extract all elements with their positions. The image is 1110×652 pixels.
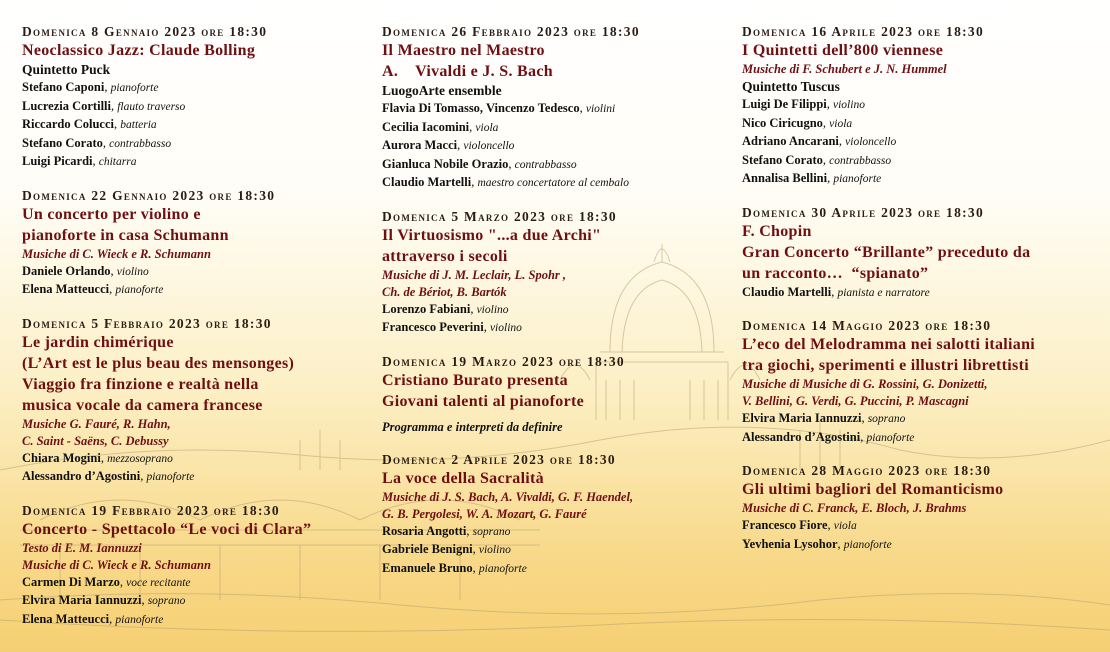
performer-name: Adriano Ancarani <box>742 134 839 148</box>
performer: Annalisa Bellini, pianoforte <box>742 171 882 185</box>
performer: Luigi De Filippi, violino <box>742 97 865 111</box>
performer: Elvira Maria Iannuzzi, soprano <box>742 411 906 425</box>
performer-name: Lorenzo Fabiani <box>382 301 471 316</box>
event-program: Testo di E. M. Iannuzzi <box>22 540 142 555</box>
event-title: musica vocale da camera francese <box>22 396 263 414</box>
performer-role: violino <box>478 544 511 556</box>
performer-name: Luigi Picardi <box>22 154 93 168</box>
performer: Chiara Mogini, mezzosoprano <box>22 450 173 465</box>
performer-role: pianoforte <box>110 82 159 94</box>
performer-name: Flavia Di Tomasso, Vincenzo Tedesco <box>382 101 580 115</box>
performer: Flavia Di Tomasso, Vincenzo Tedesco, violini <box>382 101 616 115</box>
performer-role: pianoforte <box>843 538 892 551</box>
event-title: L’eco del Melodramma nei salotti italiani <box>742 336 1036 353</box>
event-card <box>22 188 357 300</box>
performer: Elvira Maria Iannuzzi, soprano <box>22 593 186 607</box>
performer: Elena Matteucci, pianoforte <box>22 611 164 626</box>
performer-role: violini <box>585 103 616 115</box>
event-title: Un concerto per violino e <box>22 205 201 223</box>
event-program: Ch. de Bériot, B. Bartók <box>382 284 507 299</box>
event-date: Domenica 8 Gennaio 2023 ore 18:30 <box>22 24 268 39</box>
column-middle <box>382 24 712 594</box>
performer-name: Alessandro d’Agostini <box>22 469 141 483</box>
performer-name: Carmen Di Marzo <box>22 574 120 589</box>
performer-name: Elvira Maria Iannuzzi <box>22 593 142 607</box>
performer-name: Chiara Mogini <box>22 450 101 465</box>
performer-name: Riccardo Colucci <box>22 117 114 131</box>
performer-name: Alessandro d’Agostini <box>742 429 861 444</box>
event-title: Neoclassico Jazz: Claude Bolling <box>22 42 256 59</box>
event-title: A. Vivaldi e J. S. Bach <box>382 63 553 80</box>
performer-name: Nico Ciricugno <box>742 115 823 130</box>
event-card <box>22 316 357 487</box>
performer: Rosaria Angotti, soprano <box>382 523 511 538</box>
event-title: Il Virtuosismo "...a due Archi" <box>382 226 602 244</box>
event-date: Domenica 19 Febbraio 2023 ore 18:30 <box>22 502 280 518</box>
event-date: Domenica 16 Aprile 2023 ore 18:30 <box>742 24 985 39</box>
event-title: La voce della Sacralità <box>382 469 544 487</box>
event-title: (L’Art est le plus beau des mensonges) <box>22 354 295 372</box>
event-date: Domenica 14 Maggio 2023 ore 18:30 <box>742 318 992 333</box>
performer-name: Francesco Peverini <box>382 320 484 334</box>
event-title: tra giochi, sperimenti e illustri librettisti <box>742 357 1029 374</box>
performer-role: violoncello <box>845 136 897 148</box>
column-right <box>742 24 1092 570</box>
performer-role: soprano <box>147 595 186 607</box>
performer-role: flauto traverso <box>117 100 186 113</box>
performer-name: Stefano Corato <box>742 152 823 167</box>
performer: Lucrezia Cortilli, flauto traverso <box>22 98 186 113</box>
event-program: Musiche di C. Wieck e R. Schumann <box>22 246 211 261</box>
performer-name: Stefano Corato <box>22 135 103 150</box>
performer: Luigi Picardi, chitarra <box>22 154 137 168</box>
performer: Emanuele Bruno, pianoforte <box>382 560 527 575</box>
performer-role: viola <box>829 117 853 130</box>
performer-role: mezzosoprano <box>107 452 173 465</box>
ensemble-name: Quintetto Tuscus <box>742 79 840 94</box>
performer-role: pianoforte <box>115 284 164 296</box>
event-title: pianoforte in casa Schumann <box>22 226 229 244</box>
performer-name: Stefano Caponi <box>22 80 105 94</box>
event-title: Cristiano Burato presenta <box>382 371 568 389</box>
ensemble-name: LuogoArte ensemble <box>382 83 502 98</box>
performer: Stefano Corato, contrabbasso <box>742 152 892 167</box>
event-date: Domenica 19 Marzo 2023 ore 18:30 <box>382 353 625 369</box>
event-card <box>742 24 1092 189</box>
event-title: Gli ultimi bagliori del Romanticismo <box>742 481 1004 498</box>
performer: Alessandro d’Agostini, pianoforte <box>22 469 195 483</box>
event-card <box>742 205 1092 303</box>
event-title: un racconto… “spianato” <box>742 264 929 282</box>
performer: Francesco Peverini, violino <box>382 320 522 334</box>
performer-role: violino <box>116 265 149 278</box>
event-title: Il Maestro nel Maestro <box>382 42 545 59</box>
event-card <box>382 24 712 193</box>
event-date: Domenica 5 Marzo 2023 ore 18:30 <box>382 208 617 224</box>
event-card <box>742 318 1092 447</box>
event-card <box>22 24 357 172</box>
performer-name: Emanuele Bruno <box>382 560 473 575</box>
event-date: Domenica 28 Maggio 2023 ore 18:30 <box>742 463 992 478</box>
event-program: Musiche di F. Schubert e J. N. Hummel <box>742 62 947 76</box>
event-card <box>382 209 712 338</box>
performer-name: Aurora Macci <box>382 138 458 152</box>
performer: Nico Ciricugno, viola <box>742 115 853 130</box>
performer-role: chitarra <box>98 156 137 168</box>
performer: Adriano Ancarani, violoncello <box>742 134 897 148</box>
event-date: Domenica 5 Febbraio 2023 ore 18:30 <box>22 315 272 331</box>
performer-name: Claudio Martelli <box>742 284 832 299</box>
performer-role: violino <box>833 99 865 111</box>
performer-name: Luigi De Filippi <box>742 97 827 111</box>
performer-role: contrabbasso <box>514 158 577 171</box>
performer-role: batteria <box>120 119 157 131</box>
performer-name: Elena Matteucci <box>22 282 110 296</box>
performer: Lorenzo Fabiani, violino <box>382 301 509 316</box>
event-program: C. Saint - Saëns, C. Debussy <box>22 433 169 448</box>
performer-name: Claudio Martelli <box>382 175 472 189</box>
performer: Cecilia Iacomini, viola <box>382 119 499 134</box>
performer: Yevhenia Lysohor, pianoforte <box>742 536 892 551</box>
performer: Aurora Macci, violoncello <box>382 138 515 152</box>
performer-role: contrabbasso <box>109 137 172 150</box>
performer-name: Elena Matteucci <box>22 611 110 626</box>
event-date: Domenica 22 Gennaio 2023 ore 18:30 <box>22 187 276 203</box>
performer-name: Yevhenia Lysohor <box>742 536 838 551</box>
performer-role: violoncello <box>463 140 515 152</box>
performer-role: viola <box>475 121 499 134</box>
event-program: Musiche di Musiche di G. Rossini, G. Donizetti, <box>742 377 988 391</box>
performer-role: pianoforte <box>115 613 164 626</box>
event-program: Musiche G. Fauré, R. Hahn, <box>22 416 171 431</box>
performer-role: soprano <box>867 413 906 425</box>
event-date: Domenica 26 Febbraio 2023 ore 18:30 <box>382 24 640 39</box>
event-title: Le jardin chimérique <box>22 333 174 351</box>
performer: Gianluca Nobile Orazio, contrabbasso <box>382 156 577 171</box>
column-left <box>22 24 357 645</box>
performer: Stefano Caponi, pianoforte <box>22 80 159 94</box>
performer-name: Lucrezia Cortilli <box>22 98 111 113</box>
performer: Claudio Martelli, pianista e narratore <box>742 284 930 299</box>
event-card <box>22 503 357 630</box>
performer: Elena Matteucci, pianoforte <box>22 282 164 296</box>
performer-role: contrabbasso <box>829 154 892 167</box>
event-program: Musiche di J. S. Bach, A. Vivaldi, G. F. Haendel, <box>382 489 634 504</box>
event-program: G. B. Pergolesi, W. A. Mozart, G. Fauré <box>382 506 587 521</box>
performer-role: pianoforte <box>146 471 195 483</box>
performer: Claudio Martelli, maestro concertatore al cembalo <box>382 175 629 189</box>
performer: Gabriele Benigni, violino <box>382 542 511 556</box>
performer-name: Cecilia Iacomini <box>382 119 470 134</box>
performer-role: pianoforte <box>866 431 915 444</box>
event-title: I Quintetti dell’800 viennese <box>742 42 944 59</box>
event-date: Domenica 30 Aprile 2023 ore 18:30 <box>742 204 985 220</box>
event-program: V. Bellini, G. Verdi, G. Puccini, P. Mascagni <box>742 394 969 408</box>
performer-name: Daniele Orlando <box>22 263 111 278</box>
event-card <box>382 452 712 579</box>
performer-name: Elvira Maria Iannuzzi <box>742 411 862 425</box>
performer: Alessandro d’Agostini, pianoforte <box>742 429 915 444</box>
performer-role: violino <box>489 322 522 334</box>
performer-role: viola <box>833 520 857 532</box>
event-title: Gran Concerto “Brillante” preceduto da <box>742 243 1031 261</box>
performer-name: Francesco Fiore <box>742 518 828 532</box>
event-program: Musiche di C. Wieck e R. Schumann <box>22 557 211 572</box>
performer: Carmen Di Marzo, voce recitante <box>22 574 191 589</box>
performer: Riccardo Colucci, batteria <box>22 117 157 131</box>
performer-role: pianista e narratore <box>837 286 930 299</box>
event-program: Musiche di J. M. Leclair, L. Spohr , <box>382 267 567 282</box>
performer-role: pianoforte <box>478 562 527 575</box>
event-program: Musiche di C. Franck, E. Bloch, J. Brahms <box>742 501 967 515</box>
event-title: attraverso i secoli <box>382 247 508 265</box>
performer: Francesco Fiore, viola <box>742 518 857 532</box>
event-title: F. Chopin <box>742 222 812 240</box>
performer-role: pianoforte <box>833 173 882 185</box>
event-date: Domenica 2 Aprile 2023 ore 18:30 <box>382 451 616 467</box>
performer-role: violino <box>476 303 509 316</box>
performer-name: Gianluca Nobile Orazio <box>382 156 509 171</box>
ensemble-name: Quintetto Puck <box>22 62 111 77</box>
performer-role: maestro concertatore al cembalo <box>477 177 629 189</box>
performer-role: soprano <box>472 525 511 538</box>
performer-role: voce recitante <box>126 576 191 589</box>
event-card <box>382 354 712 436</box>
event-title: Concerto - Spettacolo “Le voci di Clara” <box>22 520 312 538</box>
performer-name: Annalisa Bellini <box>742 171 828 185</box>
event-title: Giovani talenti al pianoforte <box>382 392 585 410</box>
performer: Stefano Corato, contrabbasso <box>22 135 172 150</box>
performer-name: Gabriele Benigni <box>382 542 473 556</box>
event-title: Viaggio fra finzione e realtà nella <box>22 375 259 393</box>
performer-name: Rosaria Angotti <box>382 523 467 538</box>
event-note: Programma e interpreti da definire <box>382 419 563 434</box>
event-card <box>742 463 1092 554</box>
performer: Daniele Orlando, violino <box>22 263 149 278</box>
